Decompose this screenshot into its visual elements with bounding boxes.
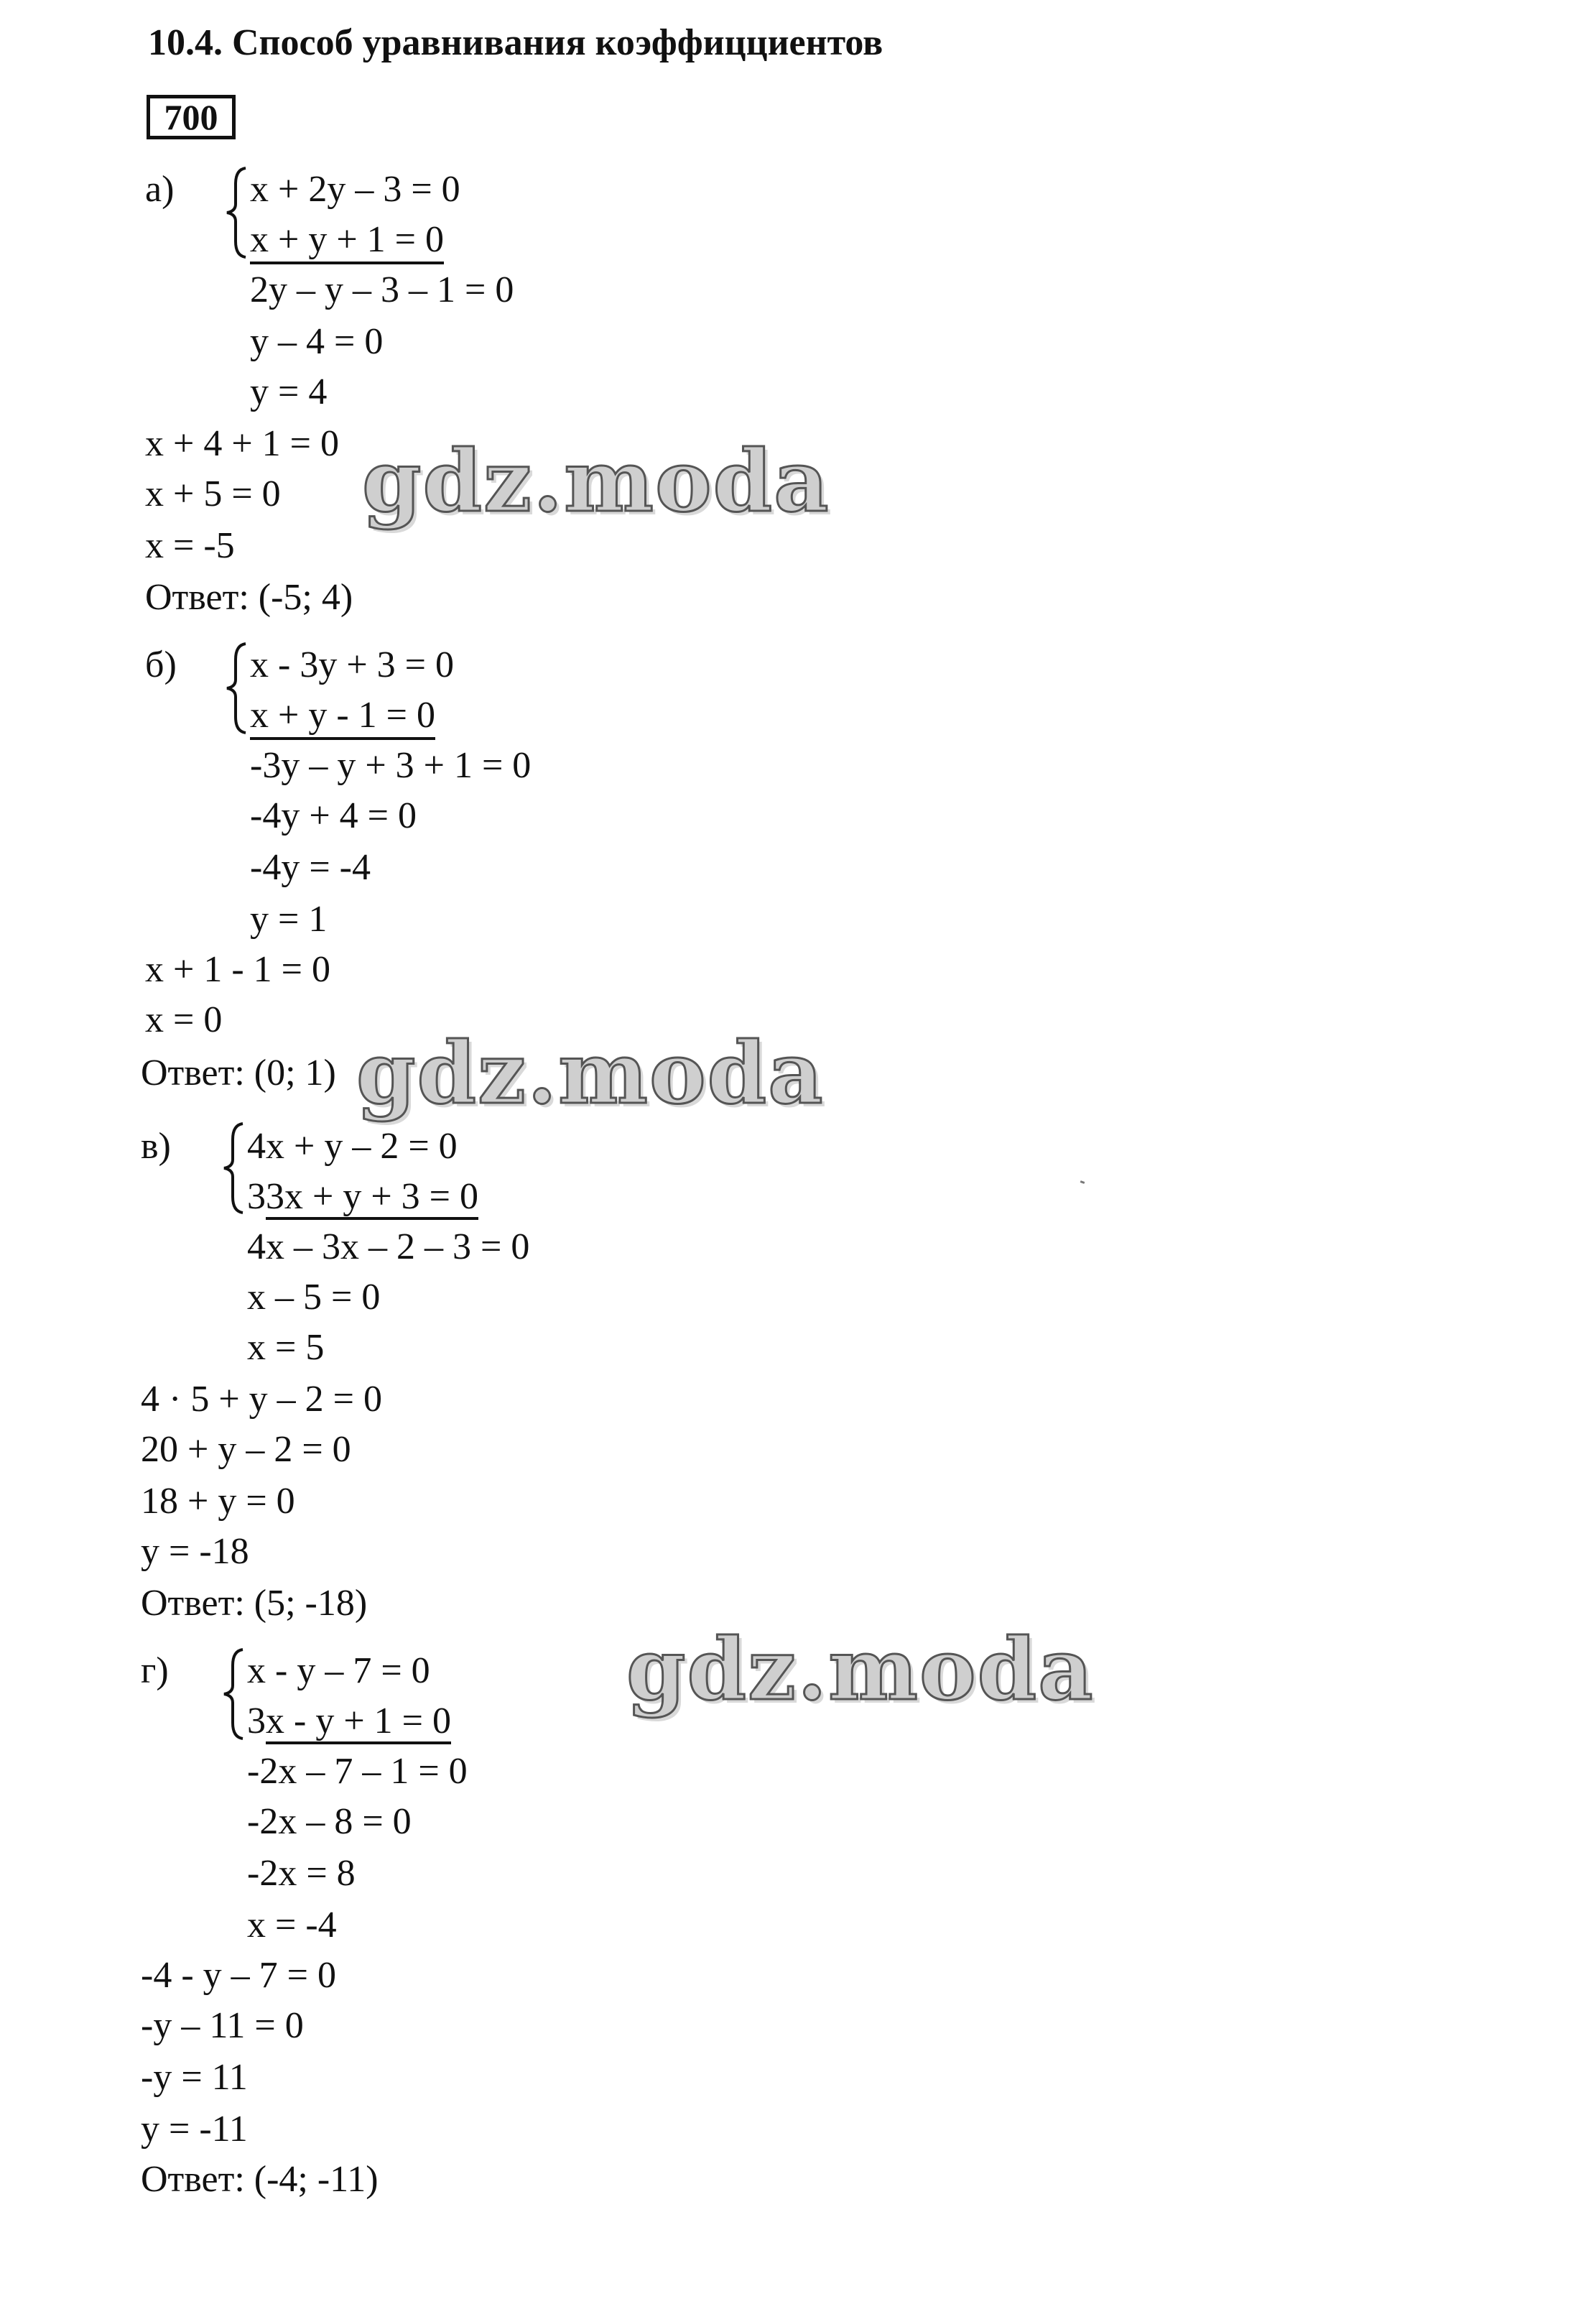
part-d-answer: Ответ: (-4; -11) — [141, 2159, 379, 2200]
part-b-line: x + 1 - 1 = 0 — [145, 949, 330, 990]
part-d-step: -2x = 8 — [247, 1853, 356, 1894]
part-c-step: x – 5 = 0 — [247, 1277, 381, 1318]
part-b-step: -4y + 4 = 0 — [250, 795, 417, 836]
part-c-multiplier: 3 — [247, 1176, 266, 1217]
part-a-step: y = 4 — [250, 371, 328, 412]
watermark-logo: gdz.moda — [626, 1619, 1095, 1719]
part-c-step: x = 5 — [247, 1327, 325, 1368]
part-b-step: -4y = -4 — [250, 847, 371, 888]
part-b-step: -3y – y + 3 + 1 = 0 — [250, 745, 532, 786]
part-d-system-eq2-text: x - y + 1 = 0 — [266, 1701, 451, 1744]
part-c-line: y = -18 — [141, 1531, 249, 1572]
part-c-line: 20 + y – 2 = 0 — [141, 1429, 351, 1470]
part-c-answer: Ответ: (5; -18) — [141, 1583, 368, 1624]
part-d-system-eq1: x - y – 7 = 0 — [247, 1650, 430, 1691]
scan-speck — [1080, 1180, 1085, 1184]
part-a-step: y – 4 = 0 — [250, 321, 384, 362]
part-d-step: x = -4 — [247, 1905, 337, 1946]
part-c-step: 4x – 3x – 2 – 3 = 0 — [247, 1226, 530, 1267]
part-b-answer: Ответ: (0; 1) — [141, 1052, 336, 1093]
part-b-system-eq2: x + y - 1 = 0 — [250, 694, 435, 740]
part-d-step: -2x – 7 – 1 = 0 — [247, 1751, 468, 1792]
task-number-box: 700 — [147, 95, 236, 139]
part-c-system-eq2 — [247, 1175, 478, 1218]
part-b-label: б) — [145, 644, 177, 685]
part-a-system-eq1: x + 2y – 3 = 0 — [250, 169, 460, 210]
part-d-line: y = -11 — [141, 2109, 248, 2150]
part-d-step: -2x – 8 = 0 — [247, 1801, 412, 1842]
watermark-logo: gdz.moda — [356, 1023, 825, 1123]
part-c-label: в) — [141, 1126, 171, 1167]
part-a-line: x + 5 = 0 — [145, 473, 281, 514]
part-a-answer: Ответ: (-5; 4) — [145, 577, 353, 618]
part-d-line: -4 - y – 7 = 0 — [141, 1955, 336, 1996]
watermark-logo: gdz.moda — [362, 431, 830, 531]
part-a-label: а) — [145, 169, 175, 210]
part-d-line: -y – 11 = 0 — [141, 2005, 304, 2046]
part-c-line: 18 + y = 0 — [141, 1481, 295, 1522]
part-b-line: x = 0 — [145, 999, 223, 1040]
part-a-system-eq2: x + y + 1 = 0 — [250, 218, 444, 264]
part-c-system-brace — [221, 1121, 246, 1216]
part-b-step: y = 1 — [250, 899, 328, 940]
part-c-system-eq1: 4x + y – 2 = 0 — [247, 1126, 458, 1167]
part-a-line: x = -5 — [145, 525, 235, 566]
part-a-system-brace — [224, 165, 249, 260]
part-c-system-eq2-text: 3x + y + 3 = 0 — [266, 1176, 478, 1220]
part-a-step: 2y – y – 3 – 1 = 0 — [250, 269, 514, 310]
part-b-system-eq1: x - 3y + 3 = 0 — [250, 644, 454, 685]
part-c-line: 4 · 5 + y – 2 = 0 — [141, 1379, 382, 1420]
part-d-label: г) — [141, 1650, 169, 1691]
part-b-system-brace — [224, 641, 249, 736]
part-d-multiplier: 3 — [247, 1701, 266, 1741]
part-d-system-brace — [221, 1647, 246, 1741]
section-title: 10.4. Способ уравнивания коэффицциентов — [148, 22, 883, 63]
part-d-line: -y = 11 — [141, 2057, 248, 2098]
part-a-line: x + 4 + 1 = 0 — [145, 423, 339, 464]
part-d-system-eq2 — [247, 1700, 451, 1743]
